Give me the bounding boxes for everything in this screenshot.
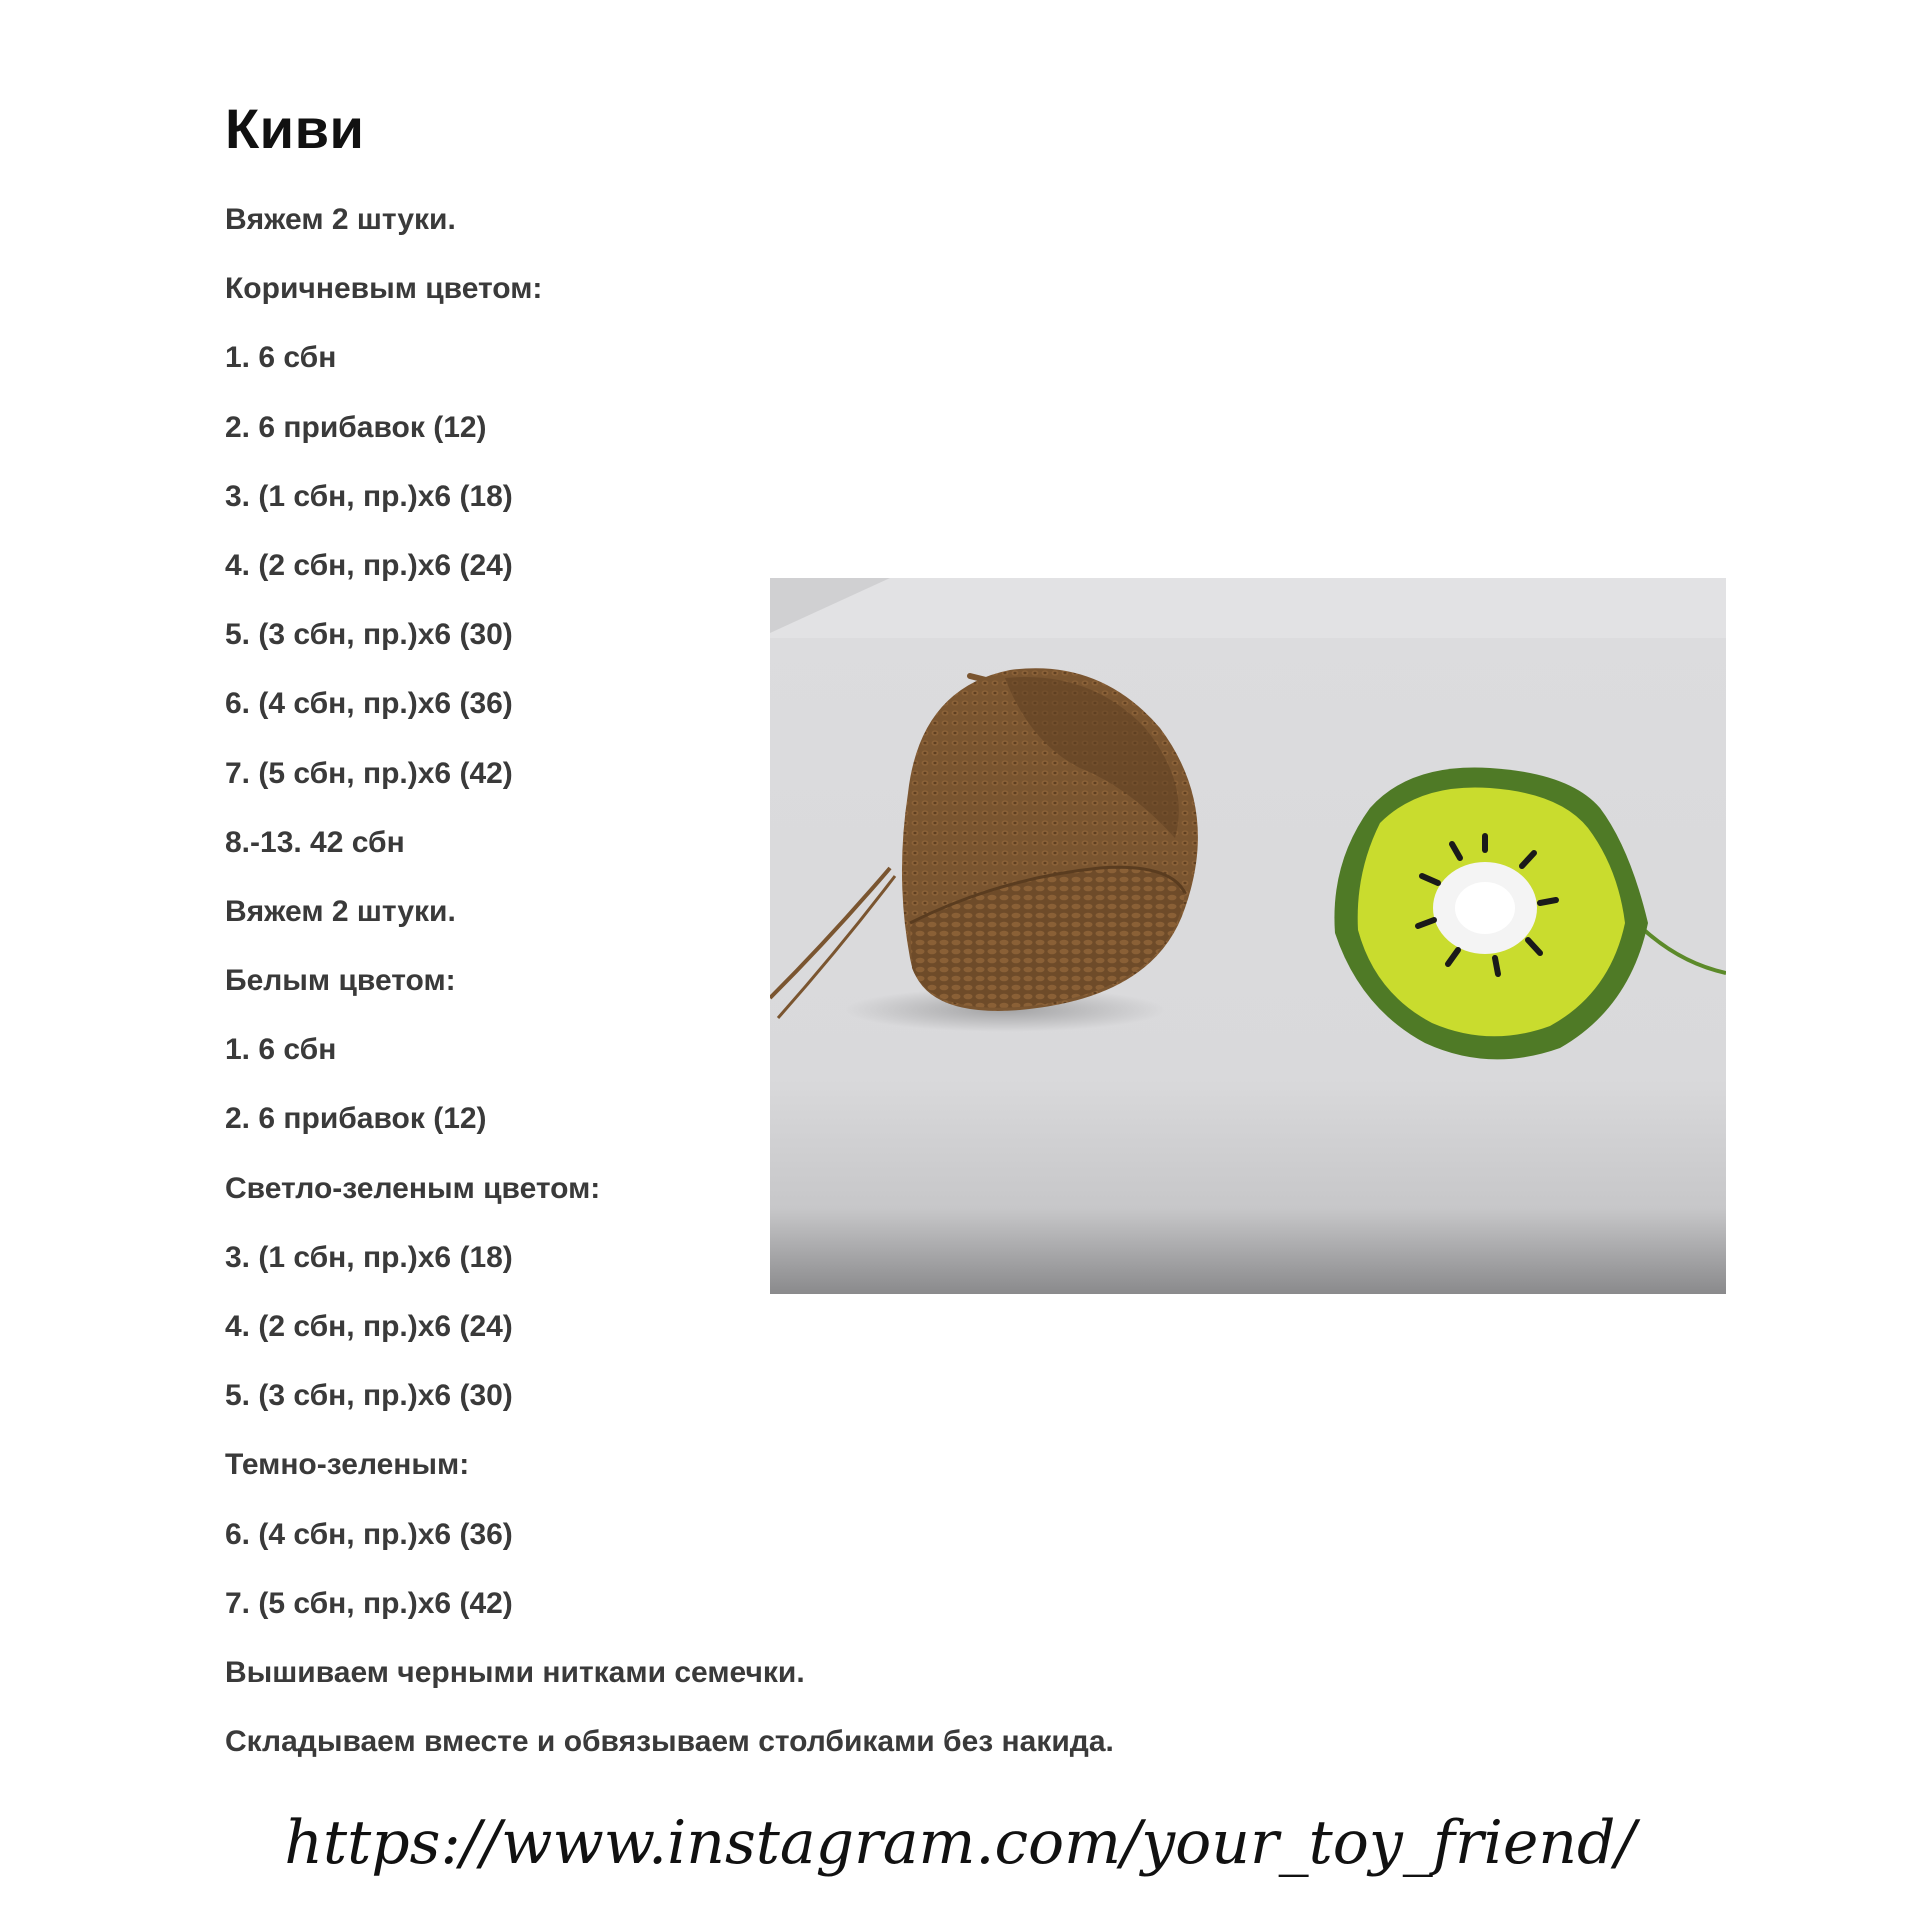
crochet-kiwi-slice-icon	[1334, 768, 1726, 1060]
step-line: Вышиваем черными нитками семечки.	[225, 1655, 805, 1689]
step-line: 2. 6 прибавок (12)	[225, 1102, 487, 1136]
step-line: Складываем вместе и обвязываем столбиками без накида.	[225, 1725, 1114, 1759]
step-line: 5. (3 сбн, пр.)х6 (30)	[225, 618, 513, 652]
kiwi-crochet-photo	[770, 578, 1726, 1294]
step-line: 1. 6 сбн	[225, 341, 337, 375]
step-line: 7. (5 сбн, пр.)х6 (42)	[225, 1586, 513, 1620]
step-line: Темно-зеленым:	[225, 1448, 470, 1482]
step-line: Коричневым цветом:	[225, 272, 543, 306]
step-line: Светло-зеленым цветом:	[225, 1171, 601, 1205]
step-line: 8.-13. 42 сбн	[225, 825, 405, 859]
step-line: 2. 6 прибавок (12)	[225, 410, 487, 444]
step-line: 7. (5 сбн, пр.)х6 (42)	[225, 756, 513, 790]
step-line: 1. 6 сбн	[225, 1033, 337, 1067]
step-line: 6. (4 сбн, пр.)х6 (36)	[225, 687, 513, 721]
instagram-link[interactable]: https://www.instagram.com/your_toy_friend/	[284, 1808, 1636, 1878]
step-line: Вяжем 2 штуки.	[225, 203, 456, 236]
step-line: Вяжем 2 штуки.	[225, 894, 456, 928]
step-line: 5. (3 сбн, пр.)х6 (30)	[225, 1379, 513, 1413]
crochet-brown-cup-icon	[770, 668, 1198, 1032]
step-line: 4. (2 сбн, пр.)х6 (24)	[225, 1310, 513, 1343]
step-line: Белым цветом:	[225, 964, 456, 998]
step-line: 6. (4 сбн, пр.)х6 (36)	[225, 1517, 513, 1551]
page-title: Киви	[225, 97, 365, 160]
step-line: 3. (1 сбн, пр.)х6 (18)	[225, 1240, 513, 1274]
step-line: 3. (1 сбн, пр.)х6 (18)	[225, 479, 513, 513]
step-line: 4. (2 сбн, пр.)х6 (24)	[225, 548, 513, 582]
